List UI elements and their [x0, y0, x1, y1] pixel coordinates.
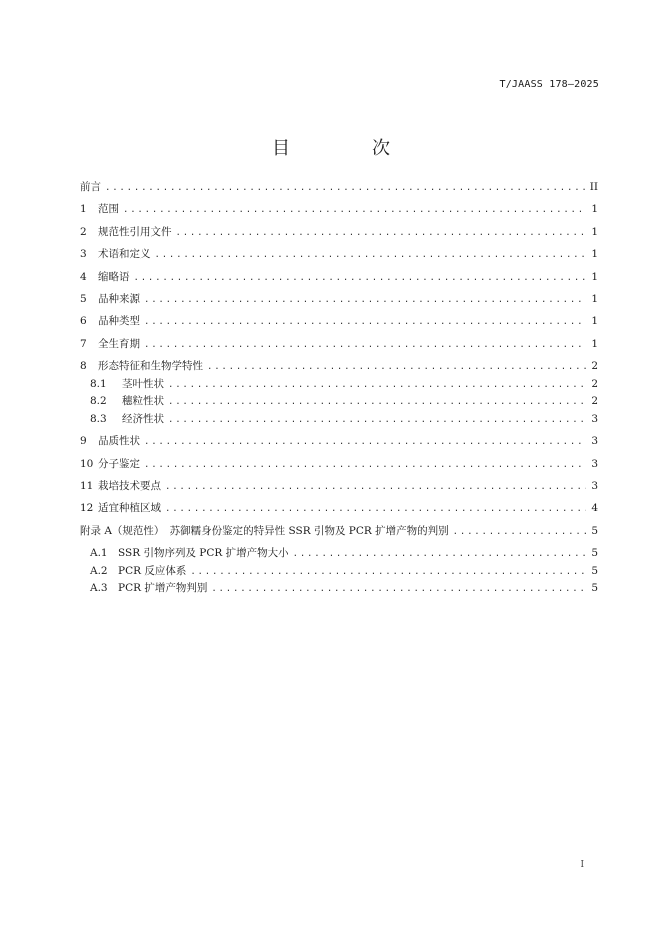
toc-entry-9[interactable] [80, 433, 598, 455]
toc-leader [453, 527, 586, 537]
toc-leader [168, 415, 586, 425]
toc-leader [155, 250, 587, 260]
toc-entry-label: 栽培技术要点 [98, 480, 161, 493]
toc-entry-5[interactable] [80, 291, 598, 313]
toc-entry-2[interactable] [80, 224, 598, 246]
toc-leader [168, 397, 586, 407]
toc-leader [144, 437, 586, 447]
toc-entry-page: 3 [591, 412, 598, 425]
toc-entry-8-2[interactable] [80, 393, 598, 411]
toc-entry-page: 5 [591, 524, 598, 537]
document-code: T/JAASS 178—2025 [499, 79, 599, 90]
toc-entry-label: SSR 引物序列及 PCR 扩增产物大小 [118, 547, 289, 560]
toc-entry-page: II [589, 181, 598, 193]
toc-entry-label: 规范性引用文件 [98, 225, 172, 238]
toc-leader [105, 183, 586, 193]
toc-entry-label: 术语和定义 [98, 248, 151, 261]
toc-entry-number: A.3 [90, 582, 108, 595]
toc-entry-label: 品种来源 [98, 292, 140, 305]
toc-entry-number: 3 [80, 248, 87, 261]
toc-entry-page: 1 [591, 315, 598, 328]
toc-entry-page: 2 [591, 377, 598, 390]
toc-leader [144, 340, 586, 350]
toc-entry-number: 7 [80, 337, 87, 350]
toc-entry-number: 10 [80, 457, 94, 470]
toc-entry-number: 2 [80, 225, 87, 238]
page-title: 目 次 [272, 138, 422, 159]
page-number: I [580, 860, 584, 870]
toc-entry-12[interactable] [80, 500, 598, 522]
toc-entry-label: 形态特征和生物学特性 [98, 360, 203, 373]
toc-entry-page: 2 [591, 360, 598, 373]
toc-entry-number: 8.1 [90, 377, 107, 390]
toc-entry-page: 5 [591, 547, 598, 560]
toc-leader [144, 317, 586, 327]
toc-entry-page: 1 [591, 292, 598, 305]
toc-entry-3[interactable] [80, 246, 598, 268]
toc-entry-number: 8.2 [90, 395, 107, 408]
table-of-contents [80, 179, 598, 598]
toc-leader [207, 362, 586, 372]
toc-entry-number: A.1 [90, 547, 108, 560]
toc-entry-foreword[interactable] [80, 179, 598, 201]
toc-entry-label: 适宜种植区域 [98, 502, 161, 515]
toc-entry-annex-a[interactable] [80, 523, 598, 545]
toc-entry-page: 1 [591, 248, 598, 261]
toc-entry-number: 8.3 [90, 412, 107, 425]
toc-entry-number: 5 [80, 292, 87, 305]
toc-entry-label: 范围 [98, 203, 119, 216]
toc-entry-number: 8 [80, 360, 87, 373]
toc-entry-label: 前言 [80, 181, 101, 193]
toc-entry-number: 4 [80, 270, 87, 283]
toc-leader [168, 380, 586, 390]
toc-entry-4[interactable] [80, 269, 598, 291]
toc-leader [144, 295, 586, 305]
toc-leader [211, 584, 586, 594]
toc-leader [190, 567, 586, 577]
toc-entry-7[interactable] [80, 336, 598, 358]
toc-entry-a-1[interactable] [80, 545, 598, 563]
toc-entry-a-2[interactable] [80, 563, 598, 581]
toc-leader [134, 273, 587, 283]
toc-entry-page: 1 [591, 225, 598, 238]
toc-entry-number: 1 [80, 203, 87, 216]
toc-entry-label: PCR 扩增产物判别 [118, 582, 208, 595]
toc-entry-page: 3 [591, 480, 598, 493]
toc-entry-label: 经济性状 [122, 412, 164, 425]
toc-entry-page: 5 [591, 582, 598, 595]
toc-entry-label: 品质性状 [98, 435, 140, 448]
toc-leader [176, 228, 587, 238]
toc-entry-page: 1 [591, 337, 598, 350]
toc-entry-number: A.2 [90, 564, 108, 577]
toc-leader [165, 482, 586, 492]
toc-entry-label: 品种类型 [98, 315, 140, 328]
toc-entry-8-1[interactable] [80, 376, 598, 394]
toc-entry-page: 4 [591, 502, 598, 515]
toc-entry-page: 5 [591, 564, 598, 577]
toc-entry-page: 1 [591, 203, 598, 216]
toc-entry-10[interactable] [80, 456, 598, 478]
toc-entry-number: 6 [80, 315, 87, 328]
toc-entry-number: 11 [80, 480, 94, 493]
toc-entry-label: 穗粒性状 [122, 395, 164, 408]
toc-entry-label: 附录 A（规范性） 苏御糯身份鉴定的特异性 SSR 引物及 PCR 扩增产物的判别 [80, 524, 449, 537]
toc-entry-number: 9 [80, 435, 87, 448]
toc-entry-number: 12 [80, 502, 94, 515]
toc-entry-label: 茎叶性状 [122, 377, 164, 390]
toc-entry-a-3[interactable] [80, 580, 598, 598]
toc-entry-label: PCR 反应体系 [118, 564, 187, 577]
toc-entry-8[interactable] [80, 358, 598, 376]
toc-entry-label: 缩略语 [98, 270, 130, 283]
toc-entry-page: 2 [591, 395, 598, 408]
toc-entry-8-3[interactable] [80, 411, 598, 433]
toc-entry-label: 全生育期 [98, 337, 140, 350]
toc-leader [144, 460, 586, 470]
toc-entry-1[interactable] [80, 201, 598, 223]
toc-entry-page: 3 [591, 457, 598, 470]
toc-entry-page: 3 [591, 435, 598, 448]
toc-leader [123, 205, 586, 215]
toc-entry-label: 分子鉴定 [98, 457, 140, 470]
toc-leader [293, 549, 586, 559]
toc-entry-6[interactable] [80, 313, 598, 335]
toc-entry-page: 1 [591, 270, 598, 283]
toc-entry-11[interactable] [80, 478, 598, 500]
toc-leader [165, 504, 586, 514]
